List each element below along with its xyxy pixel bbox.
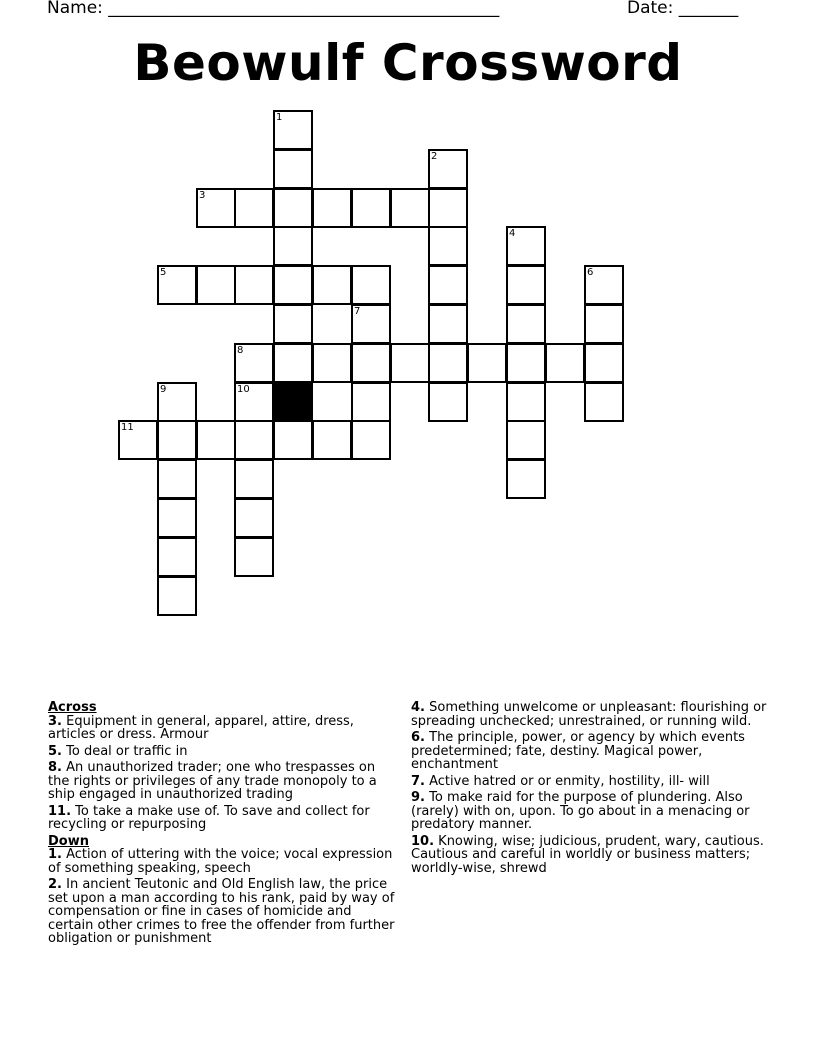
clue-text: To make raid for the purpose of plundering. Also (rarely) with on, upon. To go about in a menacing or predatory manner. — [411, 790, 750, 832]
answer-cell[interactable] — [428, 226, 468, 266]
clue-text: Something unwelcome or unpleasant: flourishing or spreading unchecked; unrestrained, or running wild. — [411, 700, 767, 729]
answer-cell[interactable] — [157, 498, 197, 538]
answer-cell[interactable] — [312, 188, 352, 228]
answer-cell[interactable] — [428, 343, 468, 383]
clue-number: 1. — [48, 847, 62, 862]
answer-cell[interactable] — [273, 110, 313, 150]
answer-cell[interactable] — [312, 265, 352, 305]
answer-cell[interactable] — [351, 265, 391, 305]
clue-down-7 — [411, 775, 771, 789]
answer-cell[interactable] — [428, 265, 468, 305]
answer-cell[interactable] — [506, 382, 546, 422]
clue-text: Knowing, wise; judicious, prudent, wary, cautious. Cautious and careful in worldly or business matters; worldly-wise, shrewd — [411, 833, 764, 876]
clue-text: To take a make use of. To save and collect for recycling or repurposing — [48, 803, 370, 832]
answer-cell[interactable] — [584, 343, 624, 383]
answer-cell[interactable] — [312, 343, 352, 383]
clue-down-2 — [48, 878, 398, 946]
clue-down-1 — [48, 848, 398, 875]
clue-number: 4. — [411, 700, 425, 715]
answer-cell[interactable] — [467, 343, 507, 383]
answer-cell[interactable] — [506, 420, 546, 460]
answer-cell[interactable] — [506, 304, 546, 344]
answer-cell[interactable] — [234, 188, 274, 228]
answer-cell[interactable] — [234, 420, 274, 460]
clue-across-11 — [48, 805, 398, 832]
answer-cell[interactable] — [584, 382, 624, 422]
clue-across-5 — [48, 745, 398, 759]
answer-cell[interactable] — [157, 459, 197, 499]
answer-cell[interactable] — [506, 265, 546, 305]
clue-number-label: 4 — [509, 228, 516, 239]
answer-cell[interactable] — [234, 537, 274, 577]
across-heading: Across — [48, 700, 97, 715]
answer-cell[interactable] — [196, 188, 236, 228]
clues-right-column — [411, 701, 771, 878]
clue-text: Active hatred or or enmity, hostility, ill- will — [429, 773, 710, 789]
answer-cell[interactable] — [234, 382, 274, 422]
answer-cell[interactable] — [157, 265, 197, 305]
clue-number: 7. — [411, 773, 425, 789]
answer-cell[interactable] — [390, 343, 430, 383]
clue-number-label: 5 — [160, 267, 167, 278]
answer-cell[interactable] — [312, 420, 352, 460]
clue-number-label: 10 — [237, 384, 250, 395]
answer-cell[interactable] — [545, 343, 585, 383]
answer-cell[interactable] — [390, 188, 430, 228]
clue-number: 11. — [48, 803, 72, 819]
answer-cell[interactable] — [196, 420, 236, 460]
clue-number-label: 9 — [160, 384, 167, 395]
answer-cell[interactable] — [584, 304, 624, 344]
clue-number: 3. — [48, 713, 62, 729]
answer-cell[interactable] — [351, 188, 391, 228]
answer-cell[interactable] — [157, 420, 197, 460]
clue-number-label: 3 — [199, 190, 206, 201]
answer-cell[interactable] — [428, 188, 468, 228]
answer-cell[interactable] — [273, 188, 313, 228]
answer-cell[interactable] — [428, 304, 468, 344]
answer-cell[interactable] — [157, 382, 197, 422]
blocked-cell — [273, 382, 313, 422]
answer-cell[interactable] — [273, 226, 313, 266]
clue-across-3 — [48, 715, 398, 742]
clue-text: Equipment in general, apparel, attire, dress, articles or dress. Armour — [48, 713, 354, 742]
answer-cell[interactable] — [351, 420, 391, 460]
clue-number: 8. — [48, 760, 62, 775]
answer-cell[interactable] — [428, 149, 468, 189]
clue-number-label: 11 — [121, 422, 134, 433]
answer-cell[interactable] — [273, 420, 313, 460]
answer-cell[interactable] — [584, 265, 624, 305]
clue-number: 5. — [48, 743, 62, 759]
answer-cell[interactable] — [234, 459, 274, 499]
clue-number-label: 6 — [587, 267, 594, 278]
answer-cell[interactable] — [273, 265, 313, 305]
answer-cell[interactable] — [506, 343, 546, 383]
answer-cell[interactable] — [234, 265, 274, 305]
clue-text: Action of uttering with the voice; vocal expression of something speaking, speech — [48, 847, 393, 876]
answer-cell[interactable] — [351, 343, 391, 383]
answer-cell[interactable] — [506, 459, 546, 499]
clue-text: An unauthorized trader; one who trespasses on the rights or privileges of any trade monopoly to a ship engaged in unauthorized trading — [48, 760, 377, 802]
clue-number: 10. — [411, 833, 435, 849]
clue-text: The principle, power, or agency by which events predetermined; fate, destiny. Magical power, enchantment — [411, 730, 745, 772]
answer-cell[interactable] — [157, 576, 197, 616]
answer-cell[interactable] — [196, 265, 236, 305]
answer-cell[interactable] — [351, 304, 391, 344]
clues-left-column — [48, 701, 398, 949]
answer-cell[interactable] — [234, 343, 274, 383]
clue-number-label: 1 — [276, 112, 283, 123]
clue-down-10 — [411, 835, 771, 876]
page-title: Beowulf Crossword — [133, 34, 683, 92]
name-field-label: Name: ______________________________________________ — [47, 0, 500, 18]
down-heading: Down — [48, 833, 89, 849]
clue-text: To deal or traffic in — [66, 743, 188, 759]
clue-down-4 — [411, 701, 771, 728]
clue-number-label: 7 — [354, 306, 361, 317]
answer-cell[interactable] — [118, 420, 158, 460]
clue-across-8 — [48, 761, 398, 802]
answer-cell[interactable] — [506, 226, 546, 266]
clue-number-label: 2 — [431, 151, 438, 162]
clue-number: 9. — [411, 790, 425, 805]
answer-cell[interactable] — [273, 304, 313, 344]
date-field-label: Date: _______ — [627, 0, 739, 18]
answer-cell[interactable] — [234, 498, 274, 538]
answer-cell[interactable] — [351, 382, 391, 422]
answer-cell[interactable] — [428, 382, 468, 422]
clue-down-9 — [411, 791, 771, 832]
answer-cell[interactable] — [157, 537, 197, 577]
answer-cell[interactable] — [273, 343, 313, 383]
clue-down-6 — [411, 731, 771, 772]
clue-number-label: 8 — [237, 345, 244, 356]
clue-number: 2. — [48, 877, 62, 892]
clue-number: 6. — [411, 730, 425, 745]
clue-text: In ancient Teutonic and Old English law, the price set upon a man according to his rank, paid by way of compensation or fine in cases of homicide and certain other crimes to free the offender from further obligation or punishment — [48, 877, 395, 946]
answer-cell[interactable] — [273, 149, 313, 189]
